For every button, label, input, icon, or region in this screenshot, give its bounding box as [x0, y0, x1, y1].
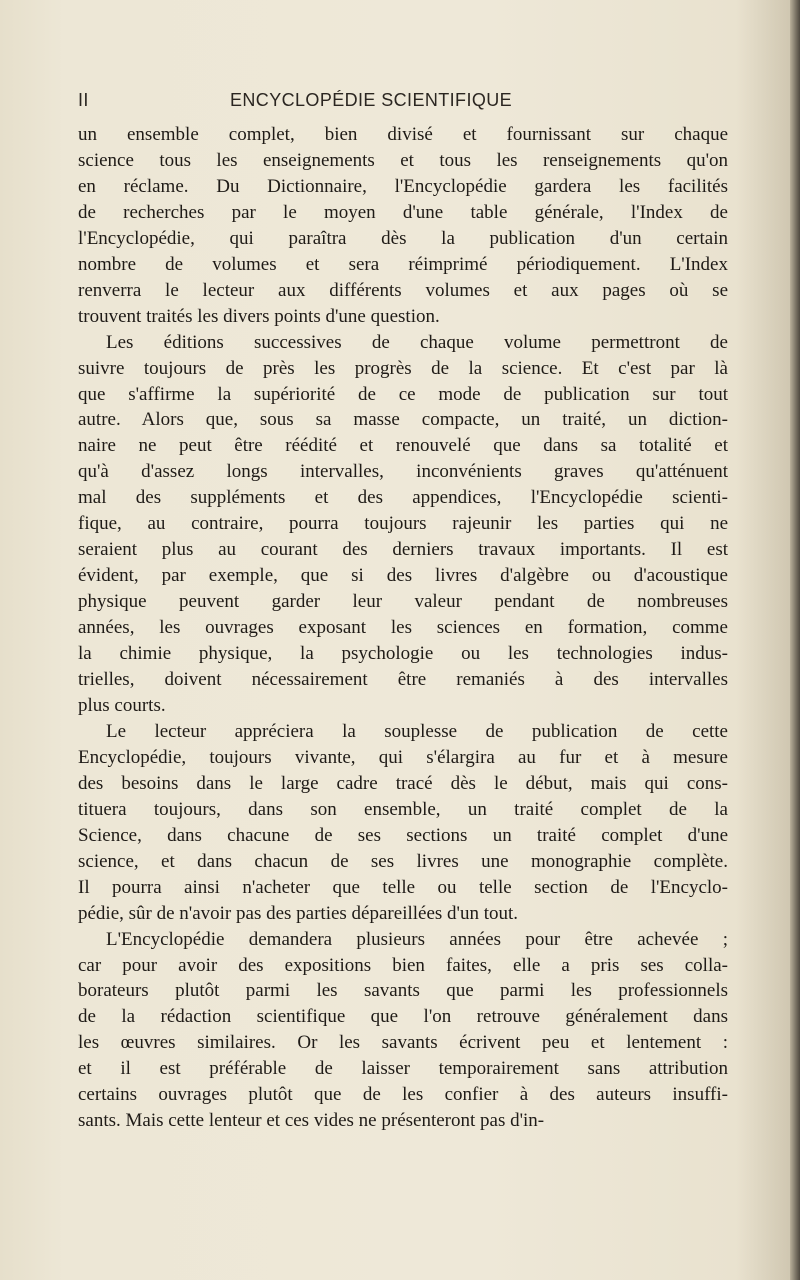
text-line: trielles, doivent nécessairement être remaniés à des intervalles	[78, 669, 728, 691]
text-line: pédie, sûr de n'avoir pas des parties dépareillées d'un tout.	[78, 902, 519, 924]
text-line: en réclame. Du Dictionnaire, l'Encyclopédie gardera les facilités	[78, 175, 728, 197]
text-line: de la rédaction scientifique que l'on retrouve généralement dans	[78, 1006, 728, 1028]
text-line: science, et dans chacun de ses livres une monographie complète.	[78, 850, 728, 872]
text-line: tituera toujours, dans son ensemble, un traité complet de la	[78, 798, 728, 820]
text-line: naire ne peut être réédité et renouvelé que dans sa totalité et	[78, 435, 728, 457]
text-line: évident, par exemple, que si des livres d'algèbre ou d'acoustique	[78, 565, 728, 587]
page-header	[78, 88, 728, 114]
text-line: L'Encyclopédie demandera plusieurs années pour être achevée ;	[106, 928, 728, 950]
text-line: car pour avoir des expositions bien faites, elle a pris ses colla-	[78, 954, 728, 976]
text-line: plus courts.	[78, 694, 166, 716]
text-line: borateurs plutôt parmi les savants que parmi les professionnels	[78, 980, 728, 1002]
text-line: nombre de volumes et sera réimprimé périodiquement. L'Index	[78, 253, 728, 275]
text-line: les œuvres similaires. Or les savants écrivent peu et lentement :	[78, 1032, 728, 1054]
text-line: Il pourra ainsi n'acheter que telle ou telle section de l'Encyclo-	[78, 876, 728, 898]
text-line: science tous les enseignements et tous les renseignements qu'on	[78, 149, 728, 171]
text-line: seraient plus au courant des derniers travaux importants. Il est	[78, 539, 728, 561]
text-line: autre. Alors que, sous sa masse compacte, un traité, un diction-	[78, 409, 728, 431]
body-text	[78, 122, 728, 1134]
text-line: suivre toujours de près les progrès de la science. Et c'est par là	[78, 357, 728, 379]
text-line: trouvent traités les divers points d'une question.	[78, 305, 440, 327]
text-line: Encyclopédie, toujours vivante, qui s'élargira au fur et à mesure	[78, 746, 728, 768]
text-line: et il est préférable de laisser temporairement sans attribution	[78, 1058, 728, 1080]
text-line: la chimie physique, la psychologie ou les technologies indus-	[78, 643, 728, 665]
text-line: fique, au contraire, pourra toujours rajeunir les parties qui ne	[78, 513, 728, 535]
running-title: ENCYCLOPÉDIE SCIENTIFIQUE	[230, 90, 513, 110]
text-line: qu'à d'assez longs intervalles, inconvénients graves qu'atténuent	[78, 461, 728, 483]
text-line: mal des suppléments et des appendices, l'Encyclopédie scienti-	[78, 487, 728, 509]
text-line: un ensemble complet, bien divisé et fournissant sur chaque	[78, 124, 728, 145]
text-line: que s'affirme la supériorité de ce mode de publication sur tout	[78, 383, 728, 405]
text-line: des besoins dans le large cadre tracé dès le début, mais qui cons-	[78, 772, 728, 794]
page-edge-shadow	[790, 0, 800, 1280]
text-line: renverra le lecteur aux différents volumes et aux pages où se	[78, 279, 728, 301]
text-line: Le lecteur appréciera la souplesse de publication de cette	[106, 720, 728, 742]
page-number: II	[78, 90, 89, 110]
text-line: sants. Mais cette lenteur et ces vides ne présenteront pas d'in-	[78, 1110, 545, 1132]
text-line: physique peuvent garder leur valeur pendant de nombreuses	[78, 591, 728, 613]
text-line: l'Encyclopédie, qui paraîtra dès la publication d'un certain	[78, 227, 728, 249]
text-line: certains ouvrages plutôt que de les confier à des auteurs insuffi-	[78, 1084, 728, 1106]
text-line: de recherches par le moyen d'une table générale, l'Index de	[78, 201, 728, 223]
text-line: années, les ouvrages exposant les sciences en formation, comme	[78, 617, 728, 639]
text-line: Les éditions successives de chaque volume permettront de	[106, 331, 728, 353]
text-line: Science, dans chacune de ses sections un traité complet d'une	[78, 824, 728, 846]
